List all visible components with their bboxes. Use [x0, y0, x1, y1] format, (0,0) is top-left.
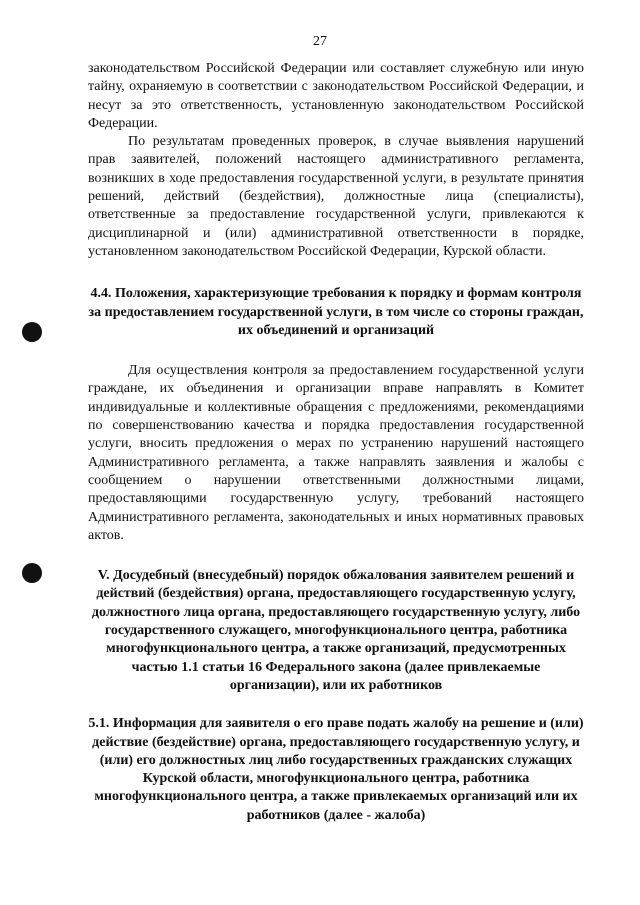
paragraph-continuation: законодательством Российской Федерации или составляет служебную или иную тайну, охраняемую в соответствии с законодательством Российской Федерации, и несут за это ответственность, установленную законодательством Российской Федерации. [88, 61, 584, 131]
heading-section-5-1: 5.1. Информация для заявителя о его праве подать жалобу на решение и (или) действие (бездействие) органа, предоставляющего государственную услугу, и (или) его должностных лиц либо государственных гражданских служащих Курской области, многофункционального центра, работника многофункционального центра, а также привлекаемых организаций или их работников (далее - жалоба) [88, 716, 584, 823]
page-number: 27 [313, 34, 327, 49]
punch-hole-mark [22, 322, 42, 342]
document-body [88, 60, 584, 825]
paragraph-citizen-control: Для осуществления контроля за предоставлением государственной услуги граждане, их объединения и организации вправе направлять в Комитет индивидуальные и коллективные обращения с предложениями, рекомендациями по совершенствованию качества и порядка предоставления государственной услуги, вносить предложения о мерах по устранению нарушений настоящего Административного регламента, а также направлять заявления и жалобы с сообщением о нарушении ответственными должностными лицами, предоставляющими государственную услугу, требований настоящего Административного регламента, законодательных и иных нормативных правовых актов. [88, 363, 584, 543]
punch-hole-mark [22, 563, 42, 583]
paragraph-inspection-results: По результатам проведенных проверок, в случае выявления нарушений прав заявителей, положений настоящего административного регламента, возникших в ходе предоставления государственной услуги, в результате принятия решений, действий (бездействия), должностные лица (специалисты), ответственные за предоставление государственной услуги, привлекаются к дисциплинарной и (или) административной ответственности в порядке, установленном законодательством Российской Федерации, Курской области. [88, 134, 584, 259]
heading-section-v: V. Досудебный (внесудебный) порядок обжалования заявителем решений и действий (бездействия) органа, предоставляющего государственную услугу, должностного лица органа, предоставляющего государственную услугу, либо государственного служащего, многофункционального центра, работника многофункционального центра, а также организаций, предусмотренных частью 1.1 статьи 16 Федерального закона (далее привлекаемые организации), или их работников [91, 568, 581, 693]
heading-section-4-4: 4.4. Положения, характеризующие требования к порядку и формам контроля за предоставлением государственной услуги, в том числе со стороны граждан, их объединений и организаций [88, 286, 584, 338]
